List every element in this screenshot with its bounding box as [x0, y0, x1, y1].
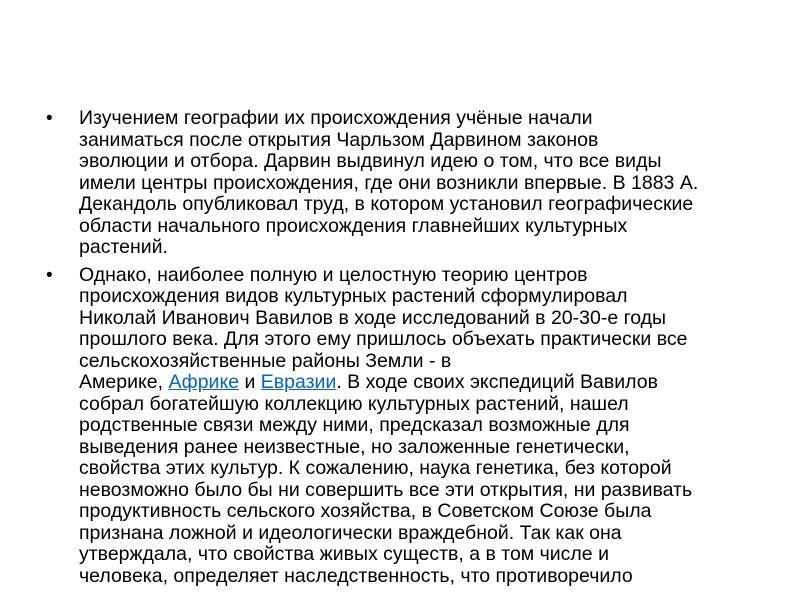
text-line: невозможно было бы ни совершить все эти открытия, ни развивать: [79, 478, 693, 501]
bullet-marker: •: [46, 264, 53, 286]
text-line-with-links: [79, 372, 776, 394]
text-line: свойства этих культур. К сожалению, наука генетика, без которой: [79, 457, 672, 479]
text-fragment: и: [239, 371, 261, 393]
text-line: области начального происхождения главнейших культурных: [79, 214, 628, 237]
text-line: родственные связи между ними, предсказал возможные для: [79, 414, 630, 436]
text-line: человека, определяет наследственность, что противоречило: [79, 564, 633, 587]
text-line: утверждала, что свойства живых существ, а в том числе и: [79, 543, 609, 565]
text-line: заниматься после открытия Чарльзом Дарвином законов: [79, 128, 599, 151]
africa-link[interactable]: Африке: [168, 371, 240, 393]
text-fragment: . В ходе своих экспедиций Вавилов: [336, 371, 658, 393]
text-line: продуктивность сельского хозяйства, в Советском Союзе была: [79, 500, 652, 522]
text-line: Однако, наиболее полную и целостную теорию центров: [79, 263, 588, 286]
text-line: выведения ранее неизвестные, но заложенные генетически,: [79, 435, 630, 458]
eurasia-link[interactable]: Евразии: [260, 371, 337, 393]
text-line: собрал богатейшую коллекцию культурных растений, нашел: [79, 392, 629, 415]
text-line: имели центры происхождения, где они возникли впервые. В 1883 А.: [79, 171, 699, 194]
text-line: Декандоль опубликовал труд, в котором установил географические: [79, 193, 694, 215]
text-line: признана ложной и идеологически враждебной. Так как она: [79, 521, 622, 544]
text-line: Изучением географии их происхождения учёные начали: [79, 107, 593, 129]
text-line: Николай Иванович Вавилов в ходе исследований в 20-30-е годы: [79, 306, 667, 329]
bullet-item-1: [46, 108, 776, 259]
text-line: сельскохозяйственные районы Земли - в: [79, 349, 452, 372]
text-line: прошлого века. Для этого ему пришлось объехать практически все: [79, 328, 688, 350]
text-line: растений.: [79, 236, 168, 258]
text-fragment: Америке,: [79, 371, 169, 393]
bullet-list: [46, 108, 776, 593]
text-line: эволюции и отбора. Дарвин выдвинул идею о том, что все виды: [79, 150, 662, 172]
text-line: происхождения видов культурных растений сформулировал: [79, 285, 628, 307]
bullet-marker: •: [46, 108, 53, 129]
bullet-item-2: [46, 265, 776, 588]
